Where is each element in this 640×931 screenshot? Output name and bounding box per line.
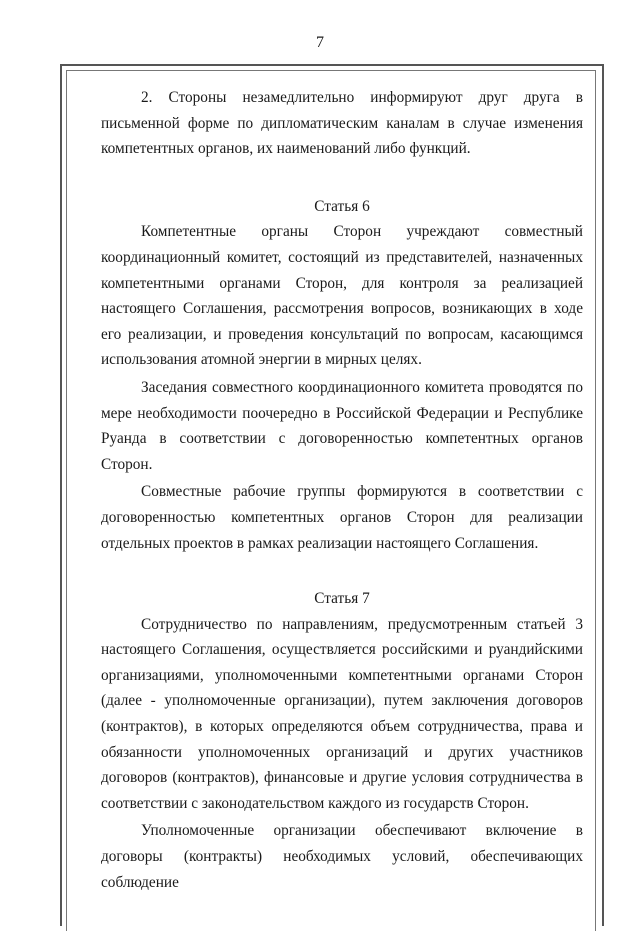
article-7-paragraph: Сотрудничество по направлениям, предусмотренным статьей 3 настоящего Соглашения, осуществляется российскими и руандийскими организациями, уполномоченными компетентными органами Сторон (далее - уполномоченные организации), путем заключения договоров (контрактов), в которых определяются объем сотрудничества, права и обязанности уполномоченных организаций и других участников договоров (контрактов), финансовые и другие условия сотрудничества в соответствии с законодательством каждого из государств Сторон. <box>101 615 583 812</box>
article-6-paragraph: Заседания совместного координационного комитета проводятся по мере необходимости поочередно в Российской Федерации и Республике Руанда в соответствии с договоренностью компетентных органов Сторон. <box>101 378 583 473</box>
article-7-paragraph: Уполномоченные организации обеспечивают включение в договоры (контракты) необходимых условий, обеспечивающих соблюдение <box>101 822 583 891</box>
paragraph-notification: 2. Стороны незамедлительно информируют друг друга в письменной форме по дипломатическим каналам в случае изменения компетентных органов, их наименований либо функций. <box>101 89 583 158</box>
page-number: 7 <box>316 34 324 51</box>
article-7-title: Статья 7 <box>314 590 370 608</box>
document-body <box>101 85 583 895</box>
article-6-paragraph: Компетентные органы Сторон учреждают совместный координационный комитет, состоящий из представителей, назначенных компетентными органами Сторон, для контроля за реализацией настоящего Соглашения, рассмотрения вопросов, возникающих в ходе его реализации, и проведения консультаций по вопросам, касающимся использования атомной энергии в мирных целях. <box>101 223 583 369</box>
article-6-paragraph: Совместные рабочие группы формируются в соответствии с договоренностью компетентных органов Сторон для реализации отдельных проектов в рамках реализации настоящего Соглашения. <box>101 483 583 552</box>
article-6-title: Статья 6 <box>314 197 370 215</box>
